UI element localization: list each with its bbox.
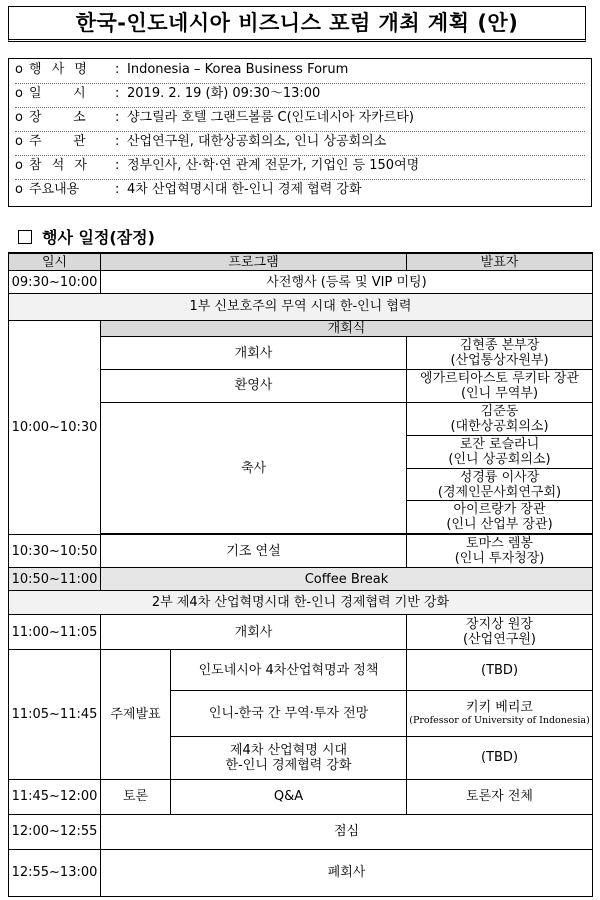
section-heading — [18, 225, 155, 248]
time-cell: 10:30~10:50 — [9, 535, 101, 568]
program-cell: Coffee Break — [101, 568, 593, 591]
time-cell: 09:30~10:00 — [9, 271, 101, 294]
header-speaker: 발표자 — [407, 253, 593, 271]
info-row-date — [15, 83, 585, 108]
info-bullet: o — [15, 62, 23, 77]
speaker-cell — [407, 370, 593, 403]
speaker-name: 토마스 렘봉 — [466, 536, 533, 552]
info-label: 행 사 명 — [29, 62, 90, 77]
info-separator: : — [115, 182, 120, 197]
topic-cell — [171, 736, 407, 779]
header-time: 일시 — [9, 253, 101, 271]
discussion-label: 토론 — [101, 779, 171, 814]
time-cell: 10:00~10:30 — [9, 320, 101, 535]
square-bullet-icon — [18, 230, 32, 244]
speaker-name: 성경륭 이사장 — [459, 469, 540, 485]
table-row-presentation-1 — [9, 650, 593, 691]
presentation-label: 주제발표 — [101, 650, 171, 779]
info-label: 장 소 — [29, 110, 89, 125]
speaker-name: (TBD) — [481, 750, 519, 766]
info-row-host — [15, 131, 585, 156]
info-separator: : — [115, 86, 120, 101]
speaker-name: (TBD) — [481, 662, 519, 678]
speaker-org: (인니 투자청장) — [454, 551, 545, 567]
info-label: 주요내용 — [29, 182, 80, 197]
program-cell: 기조 연설 — [101, 535, 407, 568]
table-row-pre-event — [9, 271, 593, 294]
info-row-venue — [15, 107, 585, 132]
speaker-org: (산업연구원) — [463, 632, 536, 648]
info-bullet: o — [15, 86, 23, 101]
speaker-org: (경제인문사회연구회) — [437, 484, 562, 500]
info-bullet: o — [15, 158, 23, 173]
speaker-cell — [407, 468, 593, 501]
table-row-part2-opening — [9, 615, 593, 650]
topic-cell — [171, 691, 407, 736]
part1-title: 1부 신보호주의 무역 시대 한-인니 협력 — [9, 294, 593, 321]
program-cell: 폐회사 — [101, 849, 593, 896]
table-row-closing — [9, 849, 593, 896]
time-cell: 11:05~11:45 — [9, 650, 101, 779]
info-row-main-content — [15, 179, 585, 203]
info-value: 샹그릴라 호텔 그랜드볼룸 C(인도네시아 자카르타) — [127, 110, 414, 125]
info-bullet: o — [15, 110, 23, 125]
part2-title: 2부 제4차 산업혁명시대 한-인니 경제협력 기반 강화 — [9, 590, 593, 615]
time-cell: 12:55~13:00 — [9, 849, 101, 896]
info-bullet: o — [15, 134, 23, 149]
speaker-cell — [407, 435, 593, 468]
table-row-lunch — [9, 814, 593, 849]
event-info-box — [8, 58, 592, 207]
table-row-coffee-break — [9, 568, 593, 591]
speaker-name: 아이르랑가 장관 — [453, 502, 546, 518]
program-cell: Q&A — [171, 779, 407, 814]
speaker-cell — [407, 501, 593, 534]
speaker-cell — [407, 691, 593, 736]
info-value: Indonesia – Korea Business Forum — [127, 62, 349, 77]
speaker-cell — [407, 650, 593, 691]
speaker-cell — [407, 736, 593, 779]
page-title: 한국-인도네시아 비즈니스 포럼 개최 계획 (안) — [75, 11, 519, 35]
table-row-part1 — [9, 294, 593, 321]
speaker-cell — [407, 337, 593, 370]
program-cell: 환영사 — [101, 370, 407, 403]
schedule-table — [8, 252, 593, 897]
topic-text: 한-인니 경제협력 강화 — [225, 757, 352, 773]
header-program: 프로그램 — [101, 253, 407, 271]
time-cell: 11:00~11:05 — [9, 615, 101, 650]
info-value: 4차 산업혁명시대 한-인니 경제 협력 강화 — [127, 182, 362, 197]
info-row-event-name — [15, 59, 585, 84]
info-label: 주 관 — [29, 134, 89, 149]
program-cell: 개회사 — [101, 615, 407, 650]
info-value: 산업연구원, 대한상공회의소, 인니 상공회의소 — [127, 134, 387, 149]
info-row-attendees — [15, 155, 585, 180]
time-cell: 12:00~12:55 — [9, 814, 101, 849]
table-row-opening-header — [9, 320, 593, 336]
speaker-cell: 토론자 전체 — [407, 779, 593, 814]
program-cell: 사전행사 (등록 및 VIP 미팅) — [101, 271, 593, 294]
topic-text: 제4차 산업혁명 시대 — [230, 742, 347, 758]
speaker-org: (인니 산업부 장관) — [446, 517, 553, 533]
speaker-name: 김현종 본부장 — [459, 338, 540, 354]
program-cell: 개회사 — [101, 337, 407, 370]
opening-ceremony-label: 개회식 — [101, 320, 593, 336]
program-cell: 축사 — [101, 402, 407, 533]
speaker-name: 김준동 — [480, 403, 519, 419]
topic-text: 인도네시아 4차산업혁명과 정책 — [198, 662, 379, 678]
speaker-note: (Professor of University of Indonesia) — [409, 715, 590, 727]
info-value: 2019. 2. 19 (화) 09:30～13:00 — [127, 86, 321, 101]
info-separator: : — [115, 158, 120, 173]
time-cell: 11:45~12:00 — [9, 779, 101, 814]
speaker-name: 키키 베리코 — [466, 700, 533, 716]
info-separator: : — [115, 62, 120, 77]
speaker-cell — [407, 402, 593, 435]
speaker-name: 엥가르티아스토 루키타 장관 — [420, 370, 579, 386]
speaker-cell — [407, 615, 593, 650]
topic-cell — [171, 650, 407, 691]
title-box — [8, 6, 586, 42]
info-separator: : — [115, 110, 120, 125]
speaker-org: (대한상공회의소) — [450, 418, 549, 434]
info-bullet: o — [15, 182, 23, 197]
table-row-keynote — [9, 535, 593, 568]
speaker-name: 장지상 원장 — [466, 617, 533, 633]
speaker-name: 로잔 로슬라니 — [459, 436, 540, 452]
topic-text: 인니-한국 간 무역·투자 전망 — [208, 706, 369, 722]
speaker-cell — [407, 535, 593, 568]
speaker-org: (인니 무역부) — [460, 385, 539, 401]
info-value: 정부인사, 산·학·연 관계 전문가, 기업인 등 150여명 — [127, 158, 420, 173]
speaker-org: (인니 상공회의소) — [448, 451, 551, 467]
program-cell: 점심 — [101, 814, 593, 849]
info-label: 참 석 자 — [29, 158, 90, 173]
time-cell: 10:50~11:00 — [9, 568, 101, 591]
table-row-discussion — [9, 779, 593, 814]
speaker-org: (산업통상자원부) — [450, 353, 549, 369]
section-title: 행사 일정(잠정) — [42, 228, 155, 247]
table-header-row — [9, 253, 593, 271]
table-row-part2 — [9, 590, 593, 615]
info-separator: : — [115, 134, 120, 149]
info-label: 일 시 — [29, 86, 89, 101]
